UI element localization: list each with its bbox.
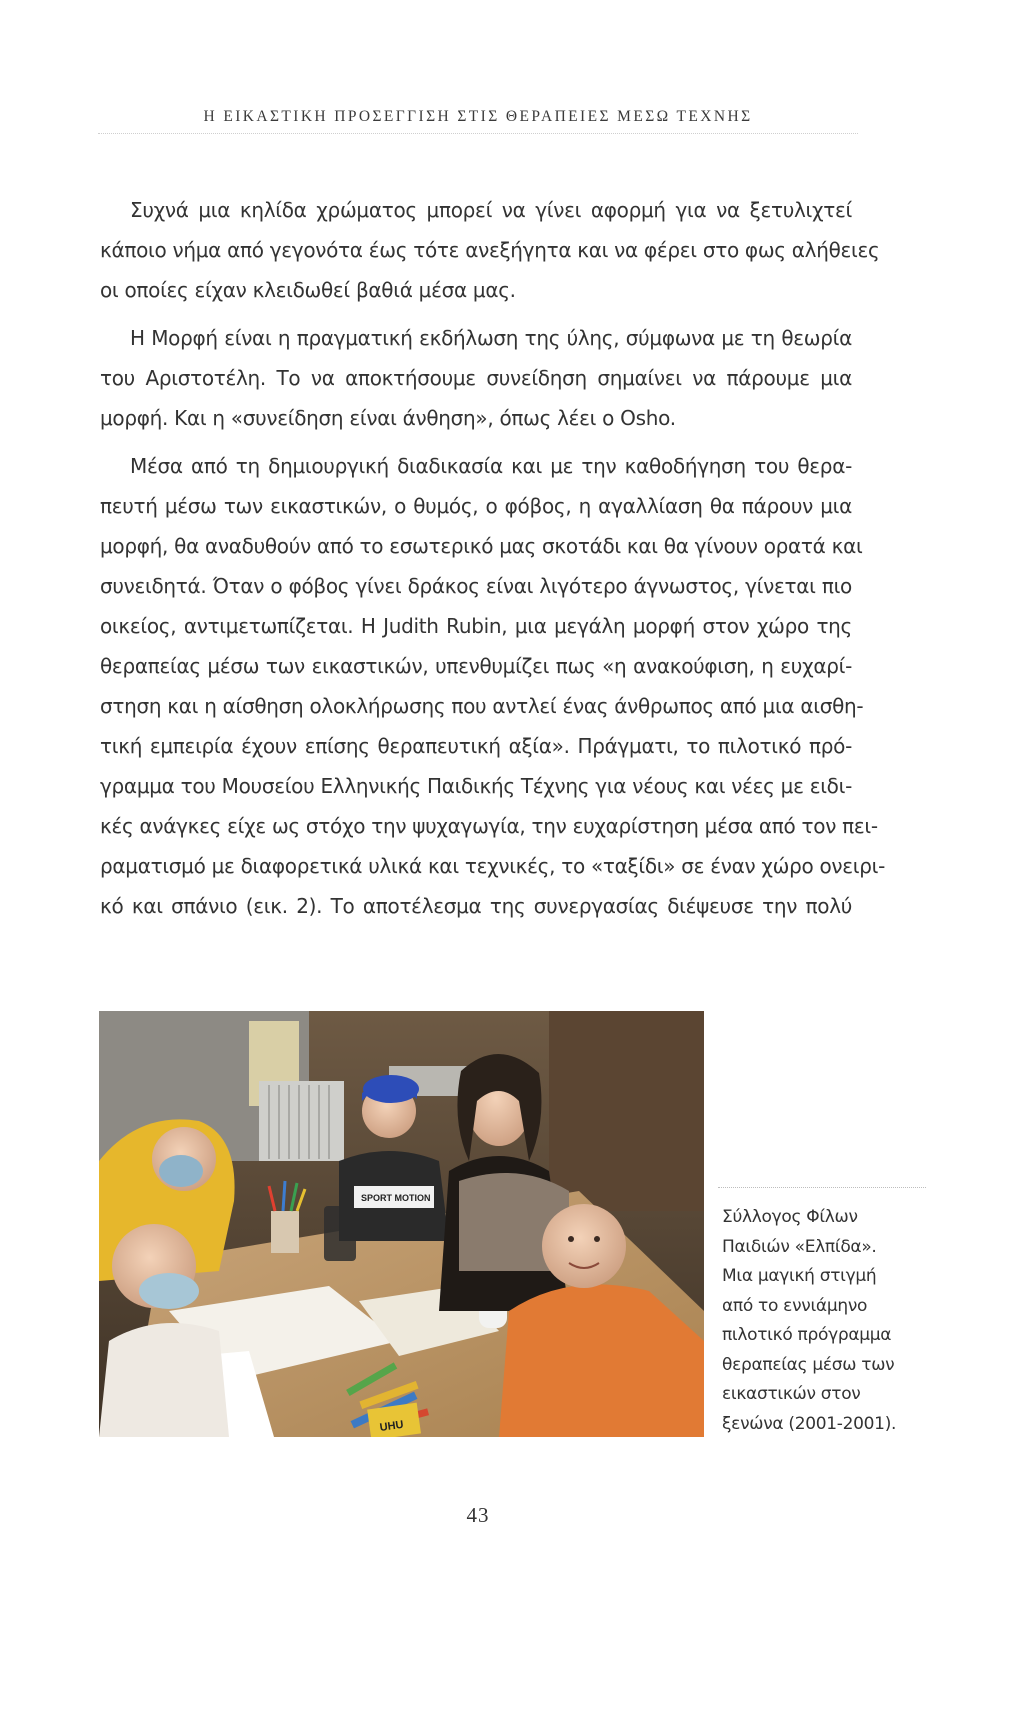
text-line: Μέσα από τη δημιουργική διαδικασία και με την καθοδήγηση του θερα- — [130, 454, 852, 478]
body-text — [100, 190, 886, 934]
text-line: Η Μορφή είναι η πραγματική εκδήλωση της ύλης, σύμφωνα με τη θεωρία — [130, 326, 852, 350]
running-header: Η ΕΙΚΑΣΤΙΚΗ ΠΡΟΣΕΓΓΙΣΗ ΣΤΙΣ ΘΕΡΑΠΕΙΕΣ ΜΕΣΩ ΤΕΧΝΗΣ — [203, 108, 753, 125]
caption-line: ξενώνα (2001-2001). — [722, 1413, 897, 1434]
figure-photo — [99, 1011, 704, 1437]
text-line: στηση και η αίσθηση ολοκλήρωσης που αντλεί ένας άνθρωπος από μια αισθη- — [100, 694, 864, 718]
text-line: πευτή μέσω των εικαστικών, ο θυμός, ο φόβος, η αγαλλίαση θα πάρουν μια — [100, 494, 852, 518]
cup-label: UHU — [379, 1418, 405, 1434]
back-cabinet — [549, 1011, 704, 1211]
text-line: του Αριστοτέλη. Το να αποκτήσουμε συνείδηση σημαίνει να πάρουμε μια — [100, 366, 852, 390]
text-line: μορφή. Και η «συνείδηση είναι άνθηση», όπως λέει ο Osho. — [100, 406, 676, 430]
caption-line: Παιδιών «Ελπίδα». — [722, 1236, 877, 1257]
text-line: θεραπείας μέσω των εικαστικών, υπενθυμίζει πως «η ανακούφιση, η ευχαρί- — [100, 654, 852, 678]
radiator-fins — [269, 1085, 329, 1159]
paragraph-2 — [100, 318, 852, 438]
radiator — [259, 1081, 344, 1161]
caption-line: θεραπείας μέσω των — [722, 1354, 895, 1375]
text-line: γραμμα του Μουσείου Ελληνικής Παιδικής Τέχνης για νέους και νέες με ειδι- — [100, 774, 852, 798]
text-line: οικείος, αντιμετωπίζεται. Η Judith Rubin, μια μεγάλη μορφή στον χώρο της — [100, 614, 852, 638]
caption-line: πιλοτικό πρόγραμμα — [722, 1325, 892, 1345]
text-line: τική εμπειρία έχουν επίσης θεραπευτική αξία». Πράγματι, το πιλοτικό πρό- — [100, 734, 852, 758]
header-divider — [98, 133, 858, 134]
text-line: κό και σπάνιο (εικ. 2). Το αποτέλεσμα της συνεργασίας διέψευσε την πολύ — [100, 894, 852, 918]
text-line: κές ανάγκες είχε ως στόχο την ψυχαγωγία, την ευχαρίστηση μέσα από τον πει- — [100, 814, 878, 838]
caption-line: Μια μαγική στιγμή — [722, 1266, 877, 1286]
paragraph-1 — [100, 190, 880, 310]
caption-line: από το εννιάμηνο — [722, 1295, 868, 1316]
caption-line: εικαστικών στον — [722, 1384, 861, 1404]
text-line: ραματισμό με διαφορετικά υλικά και τεχνικές, το «ταξίδι» σε έναν χώρο ονειρι- — [100, 854, 886, 878]
text-line: οι οποίες είχαν κλειδωθεί βαθιά μέσα μας. — [100, 278, 516, 302]
caption-divider — [718, 1187, 926, 1188]
paragraph-3 — [100, 446, 886, 926]
text-line: συνειδητά. Όταν ο φόβος γίνει δράκος είναι λιγότερο άγνωστος, γίνεται πιο — [100, 574, 852, 598]
photo-illustration — [99, 1011, 704, 1437]
text-line: Συχνά μια κηλίδα χρώματος μπορεί να γίνει αφορμή για να ξετυλιχτεί — [130, 198, 852, 222]
page-number: 43 — [466, 1503, 490, 1527]
shirt-text: SPORT MOTION — [361, 1193, 431, 1203]
text-line: μορφή, θα αναδυθούν από το εσωτερικό μας σκοτάδι και θα γίνουν ορατά και — [100, 534, 863, 558]
text-line: κάποιο νήμα από γεγονότα έως τότε ανεξήγητα και να φέρει στο φως αλήθειες — [100, 238, 880, 262]
caption-line: Σύλλογος Φίλων — [722, 1207, 858, 1227]
figure-caption — [722, 1203, 922, 1439]
